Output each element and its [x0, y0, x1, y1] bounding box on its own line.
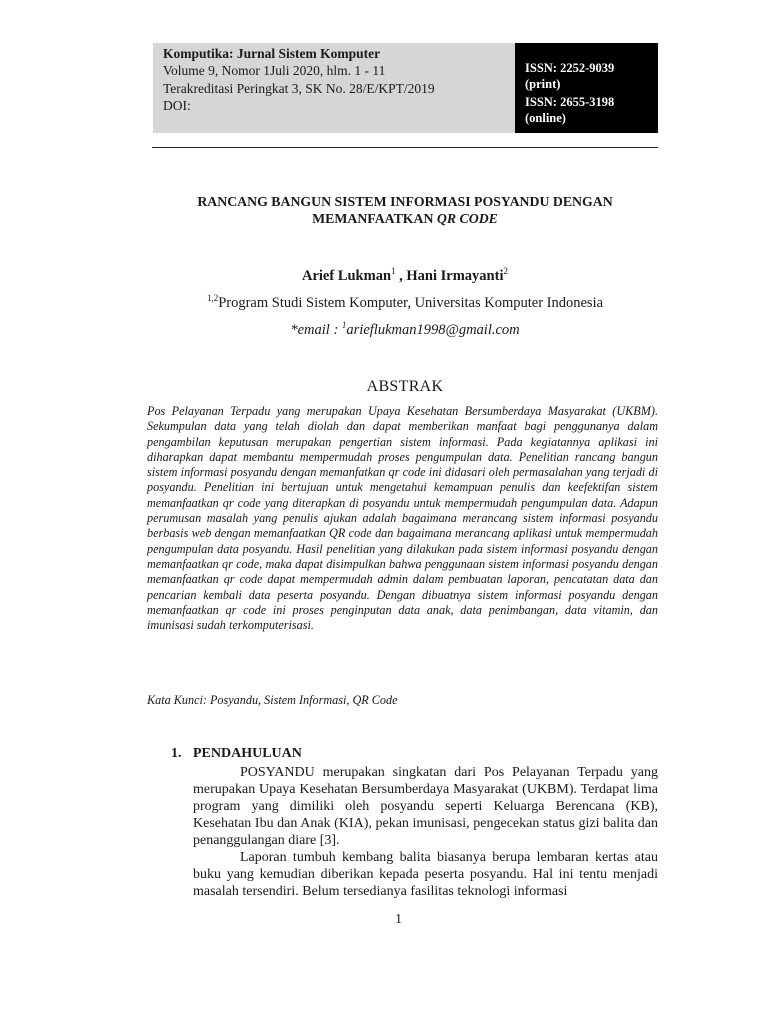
section-number: 1.	[171, 746, 182, 761]
journal-info-box	[153, 43, 515, 133]
body-paragraph-2	[193, 849, 658, 900]
section-title: PENDAHULUAN	[193, 746, 302, 761]
issn-print-label: (print)	[525, 77, 561, 91]
journal-name: Komputika: Jurnal Sistem Komputer	[163, 46, 381, 61]
author-list	[150, 266, 660, 285]
keywords: Kata Kunci: Posyandu, Sistem Informasi, QR Code	[147, 693, 398, 707]
abstract-heading: ABSTRAK	[366, 378, 444, 395]
email-prefix: *email :	[290, 321, 342, 338]
email-sup: 1	[341, 320, 347, 330]
issn-online: ISSN: 2655-3198	[525, 95, 615, 109]
email-address[interactable]: arieflukman1998@gmail.com	[346, 321, 520, 338]
journal-header	[153, 43, 658, 133]
author-2-sup: 2	[503, 266, 508, 276]
issn-online-label: (online)	[525, 111, 566, 125]
body-paragraph-1	[193, 764, 658, 849]
affiliation	[150, 293, 660, 312]
paper-title-line1: RANCANG BANGUN SISTEM INFORMASI POSYANDU DENGAN	[197, 194, 613, 209]
abstract-text: Pos Pelayanan Terpadu yang merupakan Upaya Kesehatan Bersumberdaya Masyarakat (UKBM). Sekumpulan data yang telah diolah dan dapat memberikan manfaat bagi penggunanya dalam pengambilan keputusan merupakan pengertian sistem informasi. Pada kegiatannya aplikasi ini diharapkan dapat membantu mempermudah proses pengumpulan data. Penelitian rancang bangun sistem informasi posyandu dengan memanfatkan qr code ini didasari oleh permasalahan yang terjadi di posyandu. Penelitian ini bertujuan untuk mengetahui kemampuan penulis dan keefektifan sistem memanfaatkan qr code yang diterapkan di posyandu untuk mempermudah pengumpulan data. Adapun perumusan masalah yang penulis ajukan adalah bagaimana merancang sistem informasi posyandu berbasis web dengan memanfaatkan QR code dan bagaimana merancang aplikasi untuk mempermudah pengumpulan data posyandu. Hasil penelitian yang dilakukan pada sistem informasi posyandu dengan memanfaatkan qr code, maka dapat disimpulkan bahwa penggunaan sistem informasi posyandu dengan memanfaatkan qr code dapat mempermudah admin dalam pembuatan laporan, pencatatan data dan pencarian kembali data peserta posyandu. Dengan dibuatnya sistem informasi posyandu dengan memanfaatkan qr code ini proses penginputan data anak, data penimbangan, data vitamin, dan imunisasi sudah terkomputerisasi.	[147, 404, 658, 633]
author-2: Hani Irmayanti	[406, 267, 504, 284]
title-prefix: MEMANFAATKAN	[312, 211, 437, 226]
journal-doi: DOI:	[163, 98, 191, 113]
author-1-sup: 1	[391, 266, 396, 276]
author-separator: ,	[395, 267, 407, 284]
page-number: 1	[395, 912, 402, 927]
header-divider	[152, 147, 658, 148]
issn-print: ISSN: 2252-9039	[525, 61, 615, 75]
journal-accreditation: Terakreditasi Peringkat 3, SK No. 28/E/KPT/2019	[163, 81, 435, 96]
title-italic: QR CODE	[436, 211, 498, 226]
journal-volume: Volume 9, Nomor 1Juli 2020, hlm. 1 - 11	[163, 63, 386, 78]
author-1: Arief Lukman	[302, 267, 392, 284]
issn-box	[515, 43, 658, 133]
affiliation-sup: 1,2	[206, 293, 219, 303]
paragraph-1-text: POSYANDU merupakan singkatan dari Pos Pelayanan Terpadu yang merupakan Upaya Kesehatan Bersumberdaya Masyarakat (UKBM). Terdapat lima program yang dimiliki oleh posyandu seperti Keluarga Berencana (KB), Kesehatan Ibu dan Anak (KIA), pekan imunisasi, pengecekan status gizi balita dan penanggulangan diare [3].	[193, 765, 658, 849]
author-email	[150, 320, 660, 339]
paragraph-2-text: Laporan tumbuh kembang balita biasanya berupa lembaran kertas atau buku yang kemudian diberikan kepada peserta posyandu. Hal ini tentu menjadi masalah tersendiri. Belum tersedianya fasilitas teknologi informasi	[193, 850, 658, 900]
affiliation-text: Program Studi Sistem Komputer, Universitas Komputer Indonesia	[218, 294, 604, 311]
paper-title-line2	[150, 210, 660, 227]
